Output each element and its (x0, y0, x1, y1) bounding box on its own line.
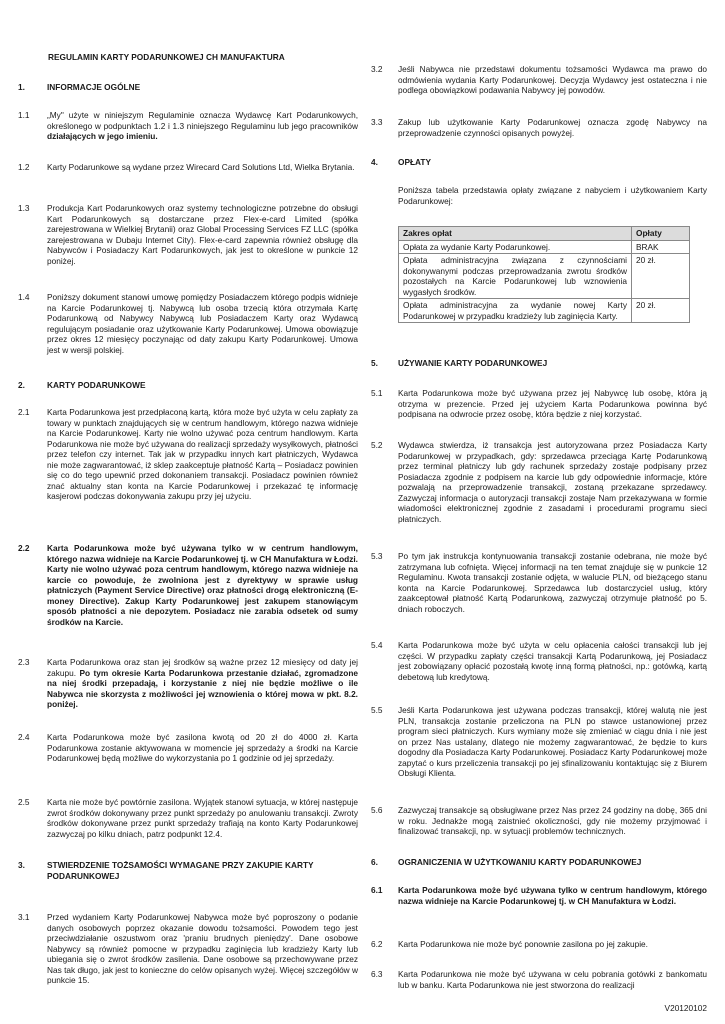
fees-table-header (399, 227, 690, 241)
section-heading-text: UŻYWANIE KARTY PODARUNKOWEJ (398, 358, 548, 368)
paragraph-text-regular: „My" użyte w niniejszym Regulaminie oznacza Wydawcę Kart Podarunkowych, określonego w podpunktach 1.2 i 1.3 niniejszego Regulaminu lub jego pracowników (47, 110, 358, 131)
paragraph-text: Zazwyczaj transakcje są obsługiwane przez Nas przez 24 godziny na dobę, 365 dni w roku. Jednakże mogą zaistnieć okoliczności, gdy nie możemy przyjmować i finalizować transakcji, np. w sytuacji problemów technicznych. (398, 805, 707, 837)
paragraph-number: 5.5 (371, 705, 383, 715)
paragraph-number: 5.1 (371, 388, 383, 398)
fees-table-row (399, 254, 690, 299)
paragraph-number: 6.3 (371, 969, 383, 979)
paragraph-number: 2.2 (18, 543, 30, 553)
paragraph-number: 4. (371, 157, 378, 167)
fees-cell-scope: Opłata administracyjna za wydanie nowej Karty Podarunkowej w przypadku kradzieży lub zaginięcia Karty. (399, 299, 632, 323)
paragraph-text: Jeśli Nabywca nie przedstawi dokumentu tożsamości Wydawca ma prawo do odmówienia wydania Karty Podarunkowej. Decyzja Wydawcy jest ostateczna i nie podlega obowiązkowi podawania Nabywcy jej powodów. (398, 64, 707, 96)
version-label: V20120102 (664, 1003, 707, 1013)
paragraph-number: 6.1 (371, 885, 383, 895)
paragraph-number: 1.1 (18, 110, 30, 120)
paragraph-number: 2.5 (18, 797, 30, 807)
paragraph-text: Produkcja Kart Podarunkowych oraz systemy technologiczne potrzebne do obsługi Kart Podarunkowych są dostarczane przez Flex-e-card Limited (spółka zarejestrowana w Wielkiej Brytanii) oraz Global Processing Services FZ LLC (spółka zarejestrowana w Dubaju Internet City). Flex-e-card zapewnia również obsługę dla Nabywców i Posiadaczy Kart Podarunkowych, jak jest to określone w punkcie 12 poniżej. (47, 203, 358, 266)
paragraph-text: Karta nie może być powtórnie zasilona. Wyjątek stanowi sytuacja, w której następuje zwrot środków dokonywany przez punkt sprzedaży po anulowaniu transakcji. Zwroty środków dokonywane przez punkt sprzedaży trafiają na konto Karty Podarunkowej zazwyczaj po kilku dniach, patrz podpunkt 12.4. (47, 797, 358, 839)
paragraph-text: Karta Podarunkowa nie może być używana w celu pobrania gotówki z bankomatu lub w banku. Karta Podarunkowa nie jest stworzona do realizacji (398, 969, 707, 990)
fees-table-row (399, 299, 690, 323)
paragraph-text: Karta Podarunkowa może być użyta w celu opłacenia całości transakcji lub jej części. W przypadku zapłaty części transakcji Kartą Podarunkową, jej Posiadacz jest zobowiązany opłacić pozostałą kwotę inną formą płatności, np.: gotówką, kartą debetową lub kredytową. (398, 640, 707, 682)
paragraph-text: Po tym jak instrukcja kontynuowania transakcji zostanie odebrana, nie może być zatrzymana lub cofnięta. Więcej informacji na ten temat znajduje się w punkcie 12 Regulaminu. Kwota transakcji zostanie odjęta, w walucie PLN, od bieżącego stanu konta na Karcie Podarunkowej. Sprzedawca lub dostarczyciel usług, który zaakceptował płatność Kartą Podarunkową, zazwyczaj otrzymuje płatność po 5. dniach roboczych. (398, 551, 707, 614)
paragraph-number: 6. (371, 857, 378, 867)
paragraph-text: Karta Podarunkowa może być używana tylko w centrum handlowym, którego nazwa widnieje na Karcie Podarunkowej tj. w CH Manufaktura w Łodzi. (398, 885, 707, 906)
paragraph-text: Karty Podarunkowe są wydane przez Wirecard Card Solutions Ltd, Wielka Brytania. (47, 162, 355, 172)
fees-table-row (399, 240, 690, 254)
fees-header-scope: Zakres opłat (399, 227, 632, 241)
paragraph-number: 5.3 (371, 551, 383, 561)
section-heading-text: STWIERDZENIE TOŻSAMOŚCI WYMAGANE PRZY ZAKUPIE KARTY PODARUNKOWEJ (47, 860, 314, 881)
paragraph-number: 3.3 (371, 117, 383, 127)
paragraph-text: Jeśli Karta Podarunkowa jest używana podczas transakcji, której walutą nie jest PLN, transakcja zostanie przeliczona na PLN po stawce ustanowionej przez program sieci płatniczych. Kurs wymiany może się zmieniać w ciągu dnia i nie jest on przez Nas ustalany, dlatego nie możemy zagwarantować, że będzie to kurs dogodny dla Posiadacza Karty Podarunkowej. Posiadacz Karty Podarunkowej może zapytać o kurs przeliczenia transakcji po jej sfinalizowaniu kontaktując się z Biurem Obsługi Klienta. (398, 705, 708, 779)
paragraph-text-regular: Karta Podarunkowa oraz stan jej środków są ważne przez 12 miesięcy od daty jej zakupu. (47, 657, 358, 678)
paragraph-text-bold: działających w jego imieniu. (47, 131, 158, 142)
paragraph-text: Przed wydaniem Karty Podarunkowej Nabywca może być poproszony o podanie danych osobowych poprzez okazanie dowodu tożsamości. Powodem tego jest przeciwdziałanie oszustwom oraz 'praniu brudnych pieniędzy'. Dane osobowe Nabywcy są również pomocne w przypadku zaginięcia lub kradzieży Karty lub ubiegania się o zwrot środków zasilenia. Dane osobowe są przechowywane przez Nas tak długo, jak jest to konieczne do celów opisanych wyżej. Więcej szczegółów w punkcie 15. (47, 912, 358, 986)
paragraph-text (47, 110, 358, 142)
section-heading-text: OGRANICZENIA W UŻYTKOWANIU KARTY PODARUNKOWEJ (398, 857, 642, 867)
paragraph-text: Karta Podarunkowa nie może być ponownie zasilona po jej zakupie. (398, 939, 648, 949)
paragraph-number: 1.3 (18, 203, 30, 213)
fees-cell-amount: 20 zł. (632, 254, 690, 299)
fees-header-amount: Opłaty (632, 227, 690, 241)
section-heading-text: OPŁATY (398, 157, 432, 167)
fees-cell-scope: Opłata za wydanie Karty Podarunkowej. (399, 240, 632, 254)
paragraph-number: 6.2 (371, 939, 383, 949)
paragraph-number: 3.2 (371, 64, 383, 74)
section-heading-text: INFORMACJE OGÓLNE (47, 82, 141, 92)
paragraph-text: Karta Podarunkowa jest przedpłaconą kartą, która może być użyta w celu zapłaty za towary w punktach znajdujących się w centrum handlowym, którego nazwa widnieje na Karcie Podarunkowej. Karty nie wolno używać poza centrum handlowym. Karta Podarunkowa nie może być używana do realizacji sprzedaży wysyłkowych, płatności przez telefon czy internet. Tak jak w przypadku innych kart płatniczych, Wydawca nie może zagwarantować, iż sklep zaakceptuje płatność Kartą – Posiadacz powinien się co do tego upewnić przed dokonaniem transakcji. Posiadacz powinien również znać aktualny stan konta na Karcie Podarunkowej i przekazać tę informację kasjerowi podczas dokonywania zakupu przy jej użyciu. (47, 407, 358, 502)
fees-table (398, 226, 690, 323)
paragraph-number: 2.1 (18, 407, 30, 417)
paragraph-number: 2.3 (18, 657, 30, 667)
paragraph-text: Wydawca stwierdza, iż transakcja jest autoryzowana przez Posiadacza Karty Podarunkowej w przypadkach, gdy: sprzedawca przeciąga Kartę Podarunkową przez terminal płatniczy lub gdy rachunek sprzedaży zostaje podpisany przez Posiadacza zgodnie z podpisem na karcie lub gdy odpowiednie informacje, które pozwalają na przeprowadzenie transakcji, zostaną przekazane sprzedawcy. Zazwyczaj informacja o autoryzacji transakcji zostaje Nam przekazywana w formie wiadomości elektronicznej zgodnie z zasadami i procedurami programu sieci płatniczych. (398, 440, 707, 524)
paragraph-text: Karta Podarunkowa może być używana tylko w w centrum handlowym, którego nazwa widnieje na Karcie Podarunkowej tj. w CH Manufaktura w Łodzi. Karty nie wolno używać poza centrum handlowym, którego nazwa widnieje na karcie co powoduje, że zwolniona jest z dyrektywy w sprawie usług płatniczych (Payment Service Directive) oraz płatności drogą elektroniczną (E-money Directive). Zakup Karty Podarunkowej jest zakupem stanowiącym sposób płatności a nie depozytem. Posiadacz nie zarabia odsetek od sumy środków na Karcie. (47, 543, 358, 627)
paragraph-number: 1.4 (18, 292, 30, 302)
paragraph-text: Karta Podarunkowa może być zasilona kwotą od 20 zł do 4000 zł. Karta Podarunkowa zostanie aktywowana w momencie jej sprzedaży a środki na Karcie Podarunkowej będą możliwe do wykorzystania po 1 godzinie od jej sprzedaży. (47, 732, 358, 764)
paragraph-number: 5.4 (371, 640, 383, 650)
paragraph-number: 2. (18, 380, 25, 390)
document-title: REGULAMIN KARTY PODARUNKOWEJ CH MANUFAKTURA (48, 52, 285, 62)
paragraph-text: Poniższy dokument stanowi umowę pomiędzy Posiadaczem którego podpis widnieje na Karcie Podarunkowej tj. Nabywcą lub osoba trzecią która otrzymała Kartę Podarunkową od Nabywcy Nabywcą lub Posiadaczem Karty oraz Wydawcą regulującym posiadanie oraz użytkowanie Karty Podarunkowej. Umowa obowiązuje przez okres 12 miesięcy poczynając od daty zakupu Karty Podarunkowej. Umowa jest w wersji polskiej. (47, 292, 358, 355)
paragraph-number: 2.4 (18, 732, 30, 742)
paragraph-number: 3. (18, 860, 25, 870)
paragraph-number: 1.2 (18, 162, 30, 172)
paragraph-number: 1. (18, 82, 25, 92)
paragraph-number: 5.6 (371, 805, 383, 815)
section-heading-text: KARTY PODARUNKOWE (47, 380, 146, 390)
fees-cell-scope: Opłata administracyjna związana z czynnościami dokonywanymi podczas przeprowadzania zwrotu środków pozostałych na Karcie Podarunkowej lub wznowienia wygasłych środków. (399, 254, 632, 299)
paragraph-text: Poniższa tabela przedstawia opłaty związane z nabyciem i użytkowaniem Karty Podarunkowej: (398, 185, 707, 206)
paragraph-text (47, 657, 358, 710)
paragraph-number: 5.2 (371, 440, 383, 450)
paragraph-text: Karta Podarunkowa może być używana przez jej Nabywcę lub osobę, która ją otrzyma w prezencie. Przed jej użyciem Karta Podarunkowa powinna być podpisana na odwrocie przez osobę, która będzie z niej korzystać. (398, 388, 707, 420)
paragraph-text: Zakup lub użytkowanie Karty Podarunkowej oznacza zgodę Nabywcy na przeprowadzenie czynności opisanych powyżej. (398, 117, 707, 138)
paragraph-number: 3.1 (18, 912, 30, 922)
fees-cell-amount: 20 zł. (632, 299, 690, 323)
paragraph-text-bold: Po tym okresie Karta Podarunkowa przestanie działać, zgromadzone na niej środki przepadają, i korzystanie z niej nie będzie możliwe o ile Nabywca nie skorzysta z możliwości jej wznowienia o której mowa w pkt. 8.2. poniżej. (47, 667, 358, 710)
paragraph-number: 5. (371, 358, 378, 368)
fees-cell-amount: BRAK (632, 240, 690, 254)
